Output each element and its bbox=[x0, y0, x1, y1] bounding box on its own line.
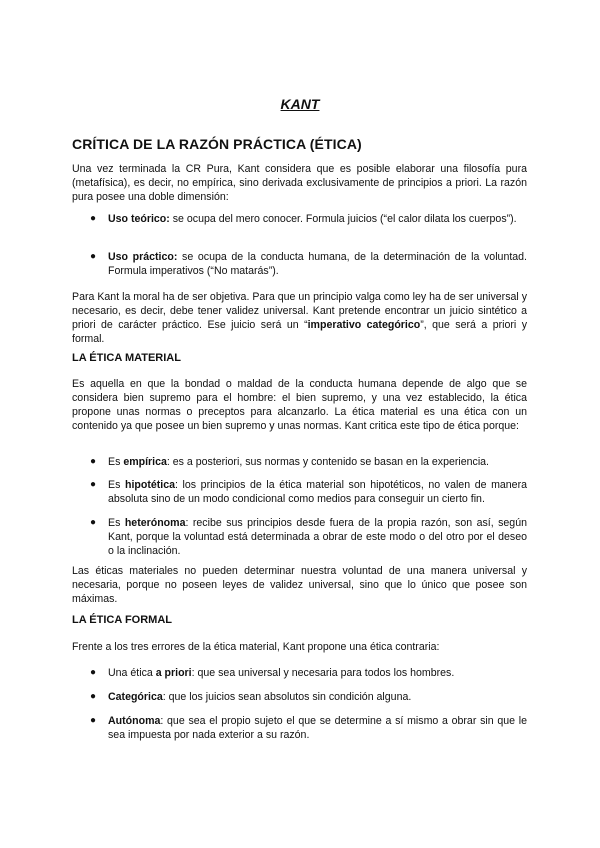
item-text: : que sea el propio sujeto el que se determine a sí mismo a obrar sin que le sea impuesta por nada exterior a su razón. bbox=[108, 715, 527, 741]
bullet-icon: ● bbox=[90, 456, 97, 467]
item-text: : que los juicios sean absolutos sin condición alguna. bbox=[162, 691, 412, 703]
item-prefix: Es bbox=[108, 456, 124, 468]
term-heteronoma: heterónoma bbox=[124, 517, 186, 529]
bullet-icon: ● bbox=[90, 715, 97, 726]
term-a-priori: a priori bbox=[155, 667, 192, 679]
material-intro-paragraph: Es aquella en que la bondad o maldad de la conducta humana depende de algo que se considera bien supremo para el hombre: el bien supremo, y una vez establecido, la ética propone unas normas o preceptos para alcanzarlo. La ética material es una ética con un contenido ya que posee un bien supremo y unas normas. Kant critica este tipo de ética porque: bbox=[72, 378, 527, 432]
item-prefix: Una ética bbox=[108, 667, 156, 679]
bullet-icon: ● bbox=[90, 213, 97, 224]
bullet-icon: ● bbox=[90, 517, 97, 528]
document-title: KANT bbox=[280, 96, 320, 112]
section-heading-etica-material: LA ÉTICA MATERIAL bbox=[72, 352, 181, 364]
term-categorica: Categórica bbox=[108, 691, 163, 703]
item-prefix: Es bbox=[108, 479, 125, 491]
term-uso-practico: Uso práctico: bbox=[108, 251, 178, 263]
section-heading-etica-formal: LA ÉTICA FORMAL bbox=[72, 614, 173, 626]
item-text: se ocupa de la conducta humana, de la determinación de la voluntad. Formula imperativos (“No matarás”). bbox=[108, 251, 528, 277]
item-text: : los principios de la ética material son hipotéticos, no valen de manera absoluta sino de un modo condicional como medios para conseguir un cierto fin. bbox=[108, 479, 527, 505]
moral-text-before: Para Kant la moral ha de ser objetiva. Para que un principio valga como ley ha de ser universal y necesario, es decir, debe tener validez universal. Kant pretende encontrar un juicio sintético a priori de carácter práctico. Ese juicio será un “ bbox=[72, 291, 527, 331]
bullet-icon: ● bbox=[90, 479, 97, 490]
list-item-a-priori bbox=[108, 666, 527, 680]
bullet-icon: ● bbox=[90, 691, 97, 702]
item-prefix: Es bbox=[108, 517, 125, 529]
item-text: se ocupa del mero conocer. Formula juicios (“el calor dilata los cuerpos”). bbox=[169, 213, 517, 225]
term-empirica: empírica bbox=[123, 456, 167, 468]
list-item-uso-teorico bbox=[108, 212, 527, 226]
material-closing-paragraph: Las éticas materiales no pueden determinar nuestra voluntad de una manera universal y necesaria, porque no poseen leyes de validez universal, sino que lo único que posee son máximas. bbox=[72, 565, 527, 605]
list-item-heteronoma bbox=[108, 516, 527, 558]
term-uso-teorico: Uso teórico: bbox=[108, 213, 170, 225]
term-hipotetica: hipotética bbox=[124, 479, 175, 491]
term-autonoma: Autónoma bbox=[108, 715, 161, 727]
moral-paragraph bbox=[72, 290, 527, 346]
formal-intro-paragraph: Frente a los tres errores de la ética material, Kant propone una ética contraria: bbox=[72, 641, 440, 653]
section-heading-critica: CRÍTICA DE LA RAZÓN PRÁCTICA (ÉTICA) bbox=[72, 136, 362, 152]
item-text: : es a posteriori, sus normas y contenido se basan en la experiencia. bbox=[166, 456, 490, 468]
bullet-icon: ● bbox=[90, 251, 97, 262]
intro-paragraph: Una vez terminada la CR Pura, Kant considera que es posible elaborar una filosofía pura (metafísica), es decir, no empírica, sino derivada exclusivamente de principios a priori. La razón pura posee una doble dimensión: bbox=[72, 163, 527, 203]
item-text: : recibe sus principios desde fuera de la propia razón, son así, según Kant, porque la voluntad está determinada a obrar de este modo o del otro por el deseo o la inclinación. bbox=[108, 517, 527, 557]
bullet-icon: ● bbox=[90, 667, 97, 678]
item-text: : que sea universal y necesaria para todos los hombres. bbox=[191, 667, 455, 679]
list-item-autonoma bbox=[108, 714, 527, 742]
imperativo-categorico: imperativo categórico bbox=[307, 319, 421, 331]
moral-text-after: ”, que será a priori y formal. bbox=[72, 319, 527, 345]
list-item-uso-practico bbox=[108, 250, 527, 278]
list-item-categorica bbox=[108, 690, 527, 704]
list-item-hipotetica bbox=[108, 478, 527, 506]
list-item-empirica bbox=[108, 455, 527, 469]
